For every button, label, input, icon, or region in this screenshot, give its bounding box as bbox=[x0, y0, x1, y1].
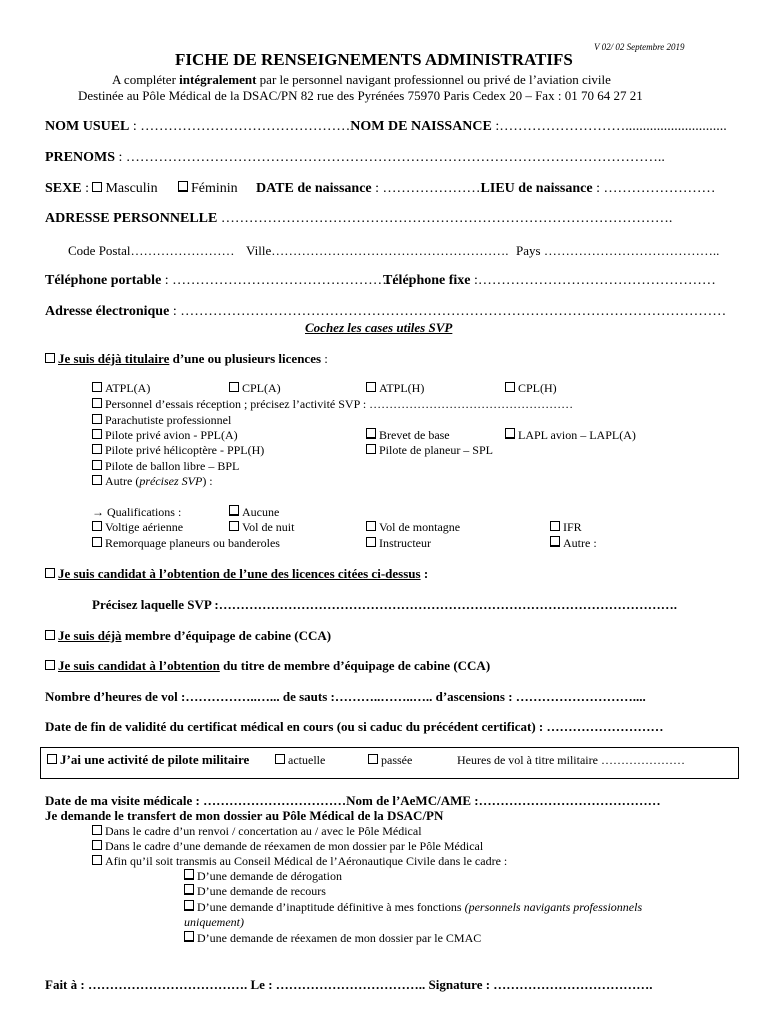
spl-checkbox[interactable] bbox=[366, 444, 376, 454]
cochez-instruction: Cochez les cases utiles SVP bbox=[305, 320, 453, 335]
subtitle-line-1: A compléter intégralement par le personnel navigant professionnel ou privé de l’aviation civile bbox=[112, 72, 611, 87]
feminin-option bbox=[178, 181, 238, 197]
conseil-option: Afin qu’il soit transmis au Conseil Médical de l’Aéronautique Civile dans le cadre : bbox=[92, 854, 507, 869]
bpl-option: Pilote de ballon libre – BPL bbox=[92, 459, 239, 474]
pays-row bbox=[516, 243, 719, 259]
pays-field[interactable]: ………………………………….. bbox=[540, 243, 720, 258]
essais-checkbox[interactable] bbox=[92, 398, 102, 408]
brevet-base-option: Brevet de base bbox=[366, 428, 450, 443]
tel-portable-field[interactable]: : ………………………………………… bbox=[161, 273, 397, 288]
cmac-checkbox[interactable] bbox=[184, 931, 194, 942]
feminin-checkbox[interactable] bbox=[178, 181, 188, 192]
conseil-checkbox[interactable] bbox=[92, 855, 102, 865]
nom-usuel-label: NOM USUEL bbox=[45, 119, 130, 134]
ppl-h-option: Pilote privé hélicoptère - PPL(H) bbox=[92, 443, 264, 458]
voltige-checkbox[interactable] bbox=[92, 521, 102, 531]
code-postal-label: Code Postal bbox=[68, 243, 131, 258]
ville-field[interactable]: ………………………………………………. bbox=[271, 243, 509, 258]
passee-checkbox[interactable] bbox=[368, 754, 378, 764]
masculin-checkbox[interactable] bbox=[92, 182, 102, 192]
parachutiste-checkbox[interactable] bbox=[92, 414, 102, 424]
pays-label: Pays bbox=[516, 243, 541, 258]
actuelle-option: actuelle bbox=[275, 753, 325, 768]
nom-usuel-field[interactable]: : ……………………………………… bbox=[129, 119, 351, 134]
derogation-option: D’une demande de dérogation bbox=[184, 869, 342, 884]
voltige-option: Voltige aérienne bbox=[92, 520, 183, 535]
tel-portable-label: Téléphone portable bbox=[45, 273, 162, 288]
militaire-row: J’ai une activité de pilote militaire bbox=[47, 752, 249, 768]
tel-fixe-row bbox=[383, 273, 716, 289]
vol-montagne-checkbox[interactable] bbox=[366, 521, 376, 531]
atpl-h-checkbox[interactable] bbox=[366, 382, 376, 392]
date-naissance-label: DATE de naissance bbox=[256, 181, 372, 196]
footer-row bbox=[45, 977, 653, 993]
atpl-a-option: ATPL(A) bbox=[92, 381, 150, 396]
transfert-title: Je demande le transfert de mon dossier au Pôle Médical de la DSAC/PN bbox=[45, 808, 444, 823]
telephone-row bbox=[45, 273, 396, 289]
cca-membre-row: Je suis déjà membre d’équipage de cabine (CCA) bbox=[45, 628, 331, 644]
prenoms-row bbox=[45, 150, 665, 166]
cca-candidat-row: Je suis candidat à l’obtention du titre de membre d’équipage de cabine (CCA) bbox=[45, 658, 490, 674]
nom-naissance-label: NOM DE NAISSANCE bbox=[350, 119, 492, 134]
le-field[interactable]: : …………………………….. bbox=[264, 977, 429, 992]
remorquage-option: Remorquage planeurs ou banderoles bbox=[92, 536, 280, 551]
vol-nuit-option: Vol de nuit bbox=[229, 520, 294, 535]
lieu-naissance-label: LIEU de naissance bbox=[480, 181, 593, 196]
lapl-checkbox[interactable] bbox=[505, 428, 515, 439]
cpl-a-checkbox[interactable] bbox=[229, 382, 239, 392]
cpl-h-option: CPL(H) bbox=[505, 381, 557, 396]
masculin-label: Masculin bbox=[105, 181, 158, 196]
atpl-h-option: ATPL(H) bbox=[366, 381, 424, 396]
lapl-option: LAPL avion – LAPL(A) bbox=[505, 428, 636, 443]
actuelle-checkbox[interactable] bbox=[275, 754, 285, 764]
nom-row bbox=[45, 119, 727, 135]
tel-fixe-label: Téléphone fixe bbox=[383, 273, 471, 288]
aucune-option: Aucune bbox=[229, 505, 279, 520]
instructeur-checkbox[interactable] bbox=[366, 537, 376, 547]
reexamen-checkbox[interactable] bbox=[92, 840, 102, 850]
cca-candidat-checkbox[interactable] bbox=[45, 660, 55, 670]
email-field[interactable]: : ……………………………………………………………………………………………………… bbox=[169, 304, 727, 319]
candidat-row: Je suis candidat à l’obtention de l’une des licences citées ci-dessus : bbox=[45, 566, 428, 582]
atpl-a-checkbox[interactable] bbox=[92, 382, 102, 392]
renvoi-checkbox[interactable] bbox=[92, 825, 102, 835]
remorquage-checkbox[interactable] bbox=[92, 537, 102, 547]
titulaire-checkbox[interactable] bbox=[45, 353, 55, 363]
code-postal-field[interactable]: …………………… bbox=[130, 243, 235, 258]
inaptitude-note: uniquement) bbox=[184, 915, 244, 929]
code-postal-row bbox=[68, 243, 234, 259]
reexamen-option: Dans le cadre d’une demande de réexamen de mon dossier par le Pôle Médical bbox=[92, 839, 483, 854]
cpl-h-checkbox[interactable] bbox=[505, 382, 515, 392]
passee-option: passée bbox=[368, 753, 412, 768]
fait-field[interactable]: : ………………………………. bbox=[77, 977, 251, 992]
signature-label: Signature bbox=[428, 977, 483, 992]
spl-option: Pilote de planeur – SPL bbox=[366, 443, 493, 458]
signature-field[interactable]: : ………………………………. bbox=[482, 977, 653, 992]
precisez-field[interactable]: Précisez laquelle SVP :……………………………………………………………………………………………. bbox=[92, 597, 677, 612]
vol-nuit-checkbox[interactable] bbox=[229, 521, 239, 531]
autre-qualification-checkbox[interactable] bbox=[550, 536, 560, 547]
cmac-option: D’une demande de réexamen de mon dossier par le CMAC bbox=[184, 931, 481, 946]
fait-label: Fait à bbox=[45, 977, 78, 992]
autre-licence-option: Autre (précisez SVP) : bbox=[92, 474, 213, 489]
candidat-checkbox[interactable] bbox=[45, 568, 55, 578]
titulaire-row: Je suis déjà titulaire d’une ou plusieurs licences : bbox=[45, 351, 328, 367]
email-row bbox=[45, 304, 726, 320]
derogation-checkbox[interactable] bbox=[184, 869, 194, 880]
sexe-label: SEXE bbox=[45, 181, 82, 196]
essais-option: Personnel d’essais réception ; précisez l’activité SVP : …………………………………………… bbox=[92, 397, 573, 412]
ppl-a-checkbox[interactable] bbox=[92, 429, 102, 439]
vol-montagne-option: Vol de montagne bbox=[366, 520, 460, 535]
ifr-checkbox[interactable] bbox=[550, 521, 560, 531]
qualifications-label: → Qualifications : bbox=[92, 505, 182, 519]
brevet-base-checkbox[interactable] bbox=[366, 428, 376, 439]
instructeur-option: Instructeur bbox=[366, 536, 431, 551]
inaptitude-option: D’une demande d’inaptitude définitive à mes fonctions (personnels navigants professionnels bbox=[184, 900, 642, 915]
renvoi-option: Dans le cadre d’un renvoi / concertation au / avec le Pôle Médical bbox=[92, 824, 422, 839]
lieu-naissance-field[interactable]: : …………………… bbox=[592, 181, 716, 196]
ppl-a-option: Pilote privé avion - PPL(A) bbox=[92, 428, 238, 443]
tel-fixe-field[interactable]: :…………………………………………… bbox=[470, 273, 716, 288]
ville-label: Ville bbox=[246, 243, 272, 258]
inaptitude-checkbox[interactable] bbox=[184, 900, 194, 911]
parachutiste-option: Parachutiste professionnel bbox=[92, 413, 231, 428]
autre-qualification-option: Autre : bbox=[550, 536, 597, 551]
bpl-checkbox[interactable] bbox=[92, 460, 102, 470]
adresse-row bbox=[45, 211, 672, 227]
date-naissance-field[interactable]: : ………………… bbox=[371, 181, 481, 196]
militaire-checkbox[interactable] bbox=[47, 754, 57, 764]
nom-naissance-field[interactable]: :………………………............................. bbox=[491, 119, 727, 134]
recours-option: D’une demande de recours bbox=[184, 884, 326, 899]
cca-membre-checkbox[interactable] bbox=[45, 630, 55, 640]
le-label: Le bbox=[250, 977, 265, 992]
certificat-field[interactable]: Date de fin de validité du certificat médical en cours (ou si caduc du précédent certificat) : ……………………… bbox=[45, 719, 664, 734]
adresse-label: ADRESSE PERSONNELLE bbox=[45, 211, 218, 226]
recours-checkbox[interactable] bbox=[184, 884, 194, 895]
sexe-row: SEXE : Masculin bbox=[45, 181, 158, 196]
version-label: V 02/ 02 Septembre 2019 bbox=[594, 42, 685, 52]
ppl-h-checkbox[interactable] bbox=[92, 444, 102, 454]
aucune-checkbox[interactable] bbox=[229, 505, 239, 516]
prenoms-label: PRENOMS bbox=[45, 150, 115, 165]
feminin-label: Féminin bbox=[191, 181, 238, 196]
ville-row bbox=[246, 243, 508, 259]
ifr-option: IFR bbox=[550, 520, 582, 535]
prenoms-field[interactable]: : …………………………………………………………………………………………………….. bbox=[115, 150, 665, 165]
heures-militaire-field[interactable]: Heures de vol à titre militaire ………………… bbox=[457, 753, 685, 767]
adresse-field[interactable]: ……………………………………………………………………………………. bbox=[217, 211, 673, 226]
form-title: FICHE DE RENSEIGNEMENTS ADMINISTRATIFS bbox=[175, 50, 573, 69]
autre-licence-checkbox[interactable] bbox=[92, 475, 102, 485]
cpl-a-option: CPL(A) bbox=[229, 381, 281, 396]
heures-vol-field[interactable]: Nombre d’heures de vol :……………..…... de sauts :………..……..….. d’ascensions : ……………………….... bbox=[45, 689, 646, 704]
visite-medicale-field[interactable]: Date de ma visite médicale : ……………………………Nom de l’AeMC/AME :…………………………………… bbox=[45, 793, 661, 808]
subtitle-line-2: Destinée au Pôle Médical de la DSAC/PN 82 rue des Pyrénées 75970 Paris Cedex 20 – Fax : 01 70 64 27 21 bbox=[78, 88, 643, 103]
email-label: Adresse électronique bbox=[45, 304, 170, 319]
date-lieu-row bbox=[256, 181, 715, 197]
